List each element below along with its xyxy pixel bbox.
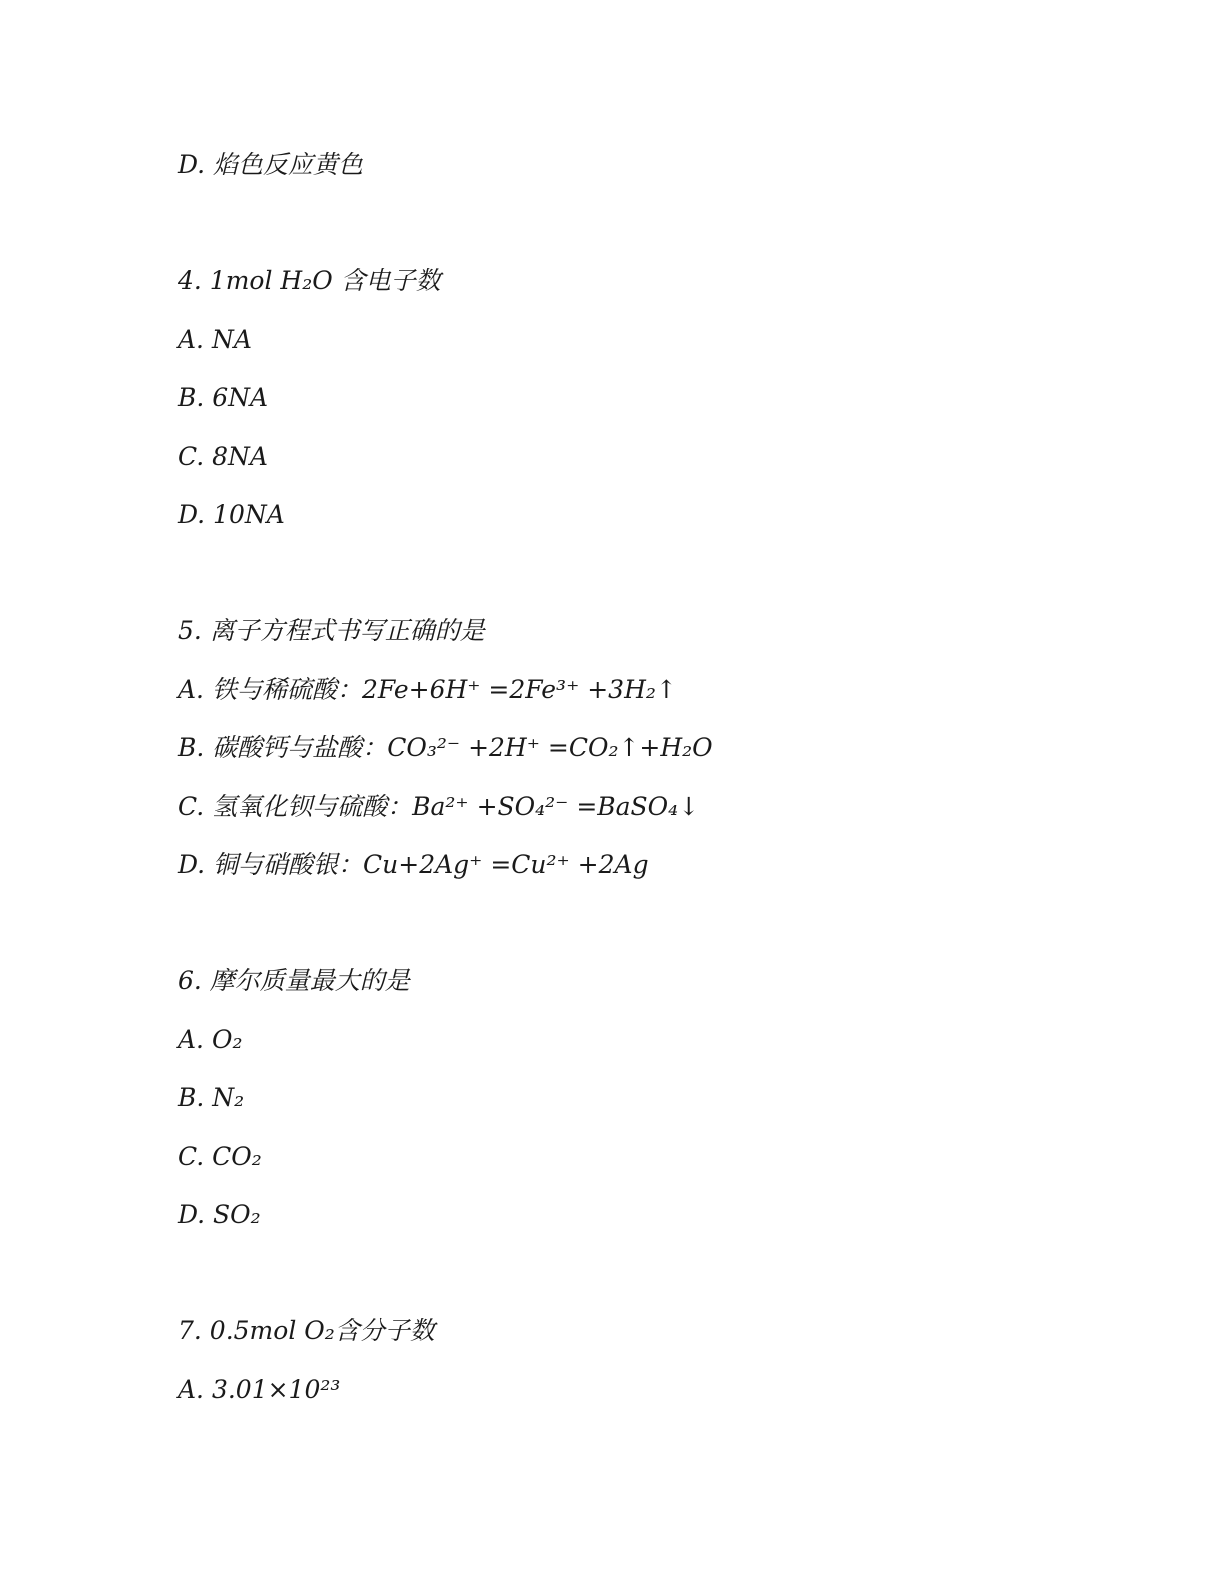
q6-option-d: D. SO₂ xyxy=(178,1200,261,1229)
q6-option-b: B. N₂ xyxy=(178,1083,245,1112)
q4-option-d: D. 10NA xyxy=(178,500,285,529)
q4-option-b: B. 6NA xyxy=(178,383,269,412)
q6-option-a: A. O₂ xyxy=(178,1025,243,1054)
q6-option-c: C. CO₂ xyxy=(178,1142,262,1171)
q4-option-c: C. 8NA xyxy=(178,442,268,471)
q5-option-b: B. 碳酸钙与盐酸：CO₃²⁻ +2H⁺ =CO₂↑+H₂O xyxy=(178,733,713,762)
q6-question: 6. 摩尔质量最大的是 xyxy=(178,966,410,995)
q5-option-d: D. 铜与硝酸银：Cu+2Ag⁺ =Cu²⁺ +2Ag xyxy=(178,850,649,879)
q5-option-c: C. 氢氧化钡与硫酸：Ba²⁺ +SO₄²⁻ =BaSO₄↓ xyxy=(178,792,700,821)
q5-option-a: A. 铁与稀硫酸：2Fe+6H⁺ =2Fe³⁺ +3H₂↑ xyxy=(178,675,677,704)
q4-option-a: A. NA xyxy=(178,325,252,354)
q7-option-a: A. 3.01×10²³ xyxy=(178,1375,341,1404)
q7-question: 7. 0.5mol O₂含分子数 xyxy=(178,1316,435,1345)
q4-question: 4. 1mol H₂O 含电子数 xyxy=(178,266,441,295)
document-page xyxy=(178,0,1078,1584)
q5-question: 5. 离子方程式书写正确的是 xyxy=(178,616,485,645)
q3-option-d: D. 焰色反应黄色 xyxy=(178,150,364,179)
